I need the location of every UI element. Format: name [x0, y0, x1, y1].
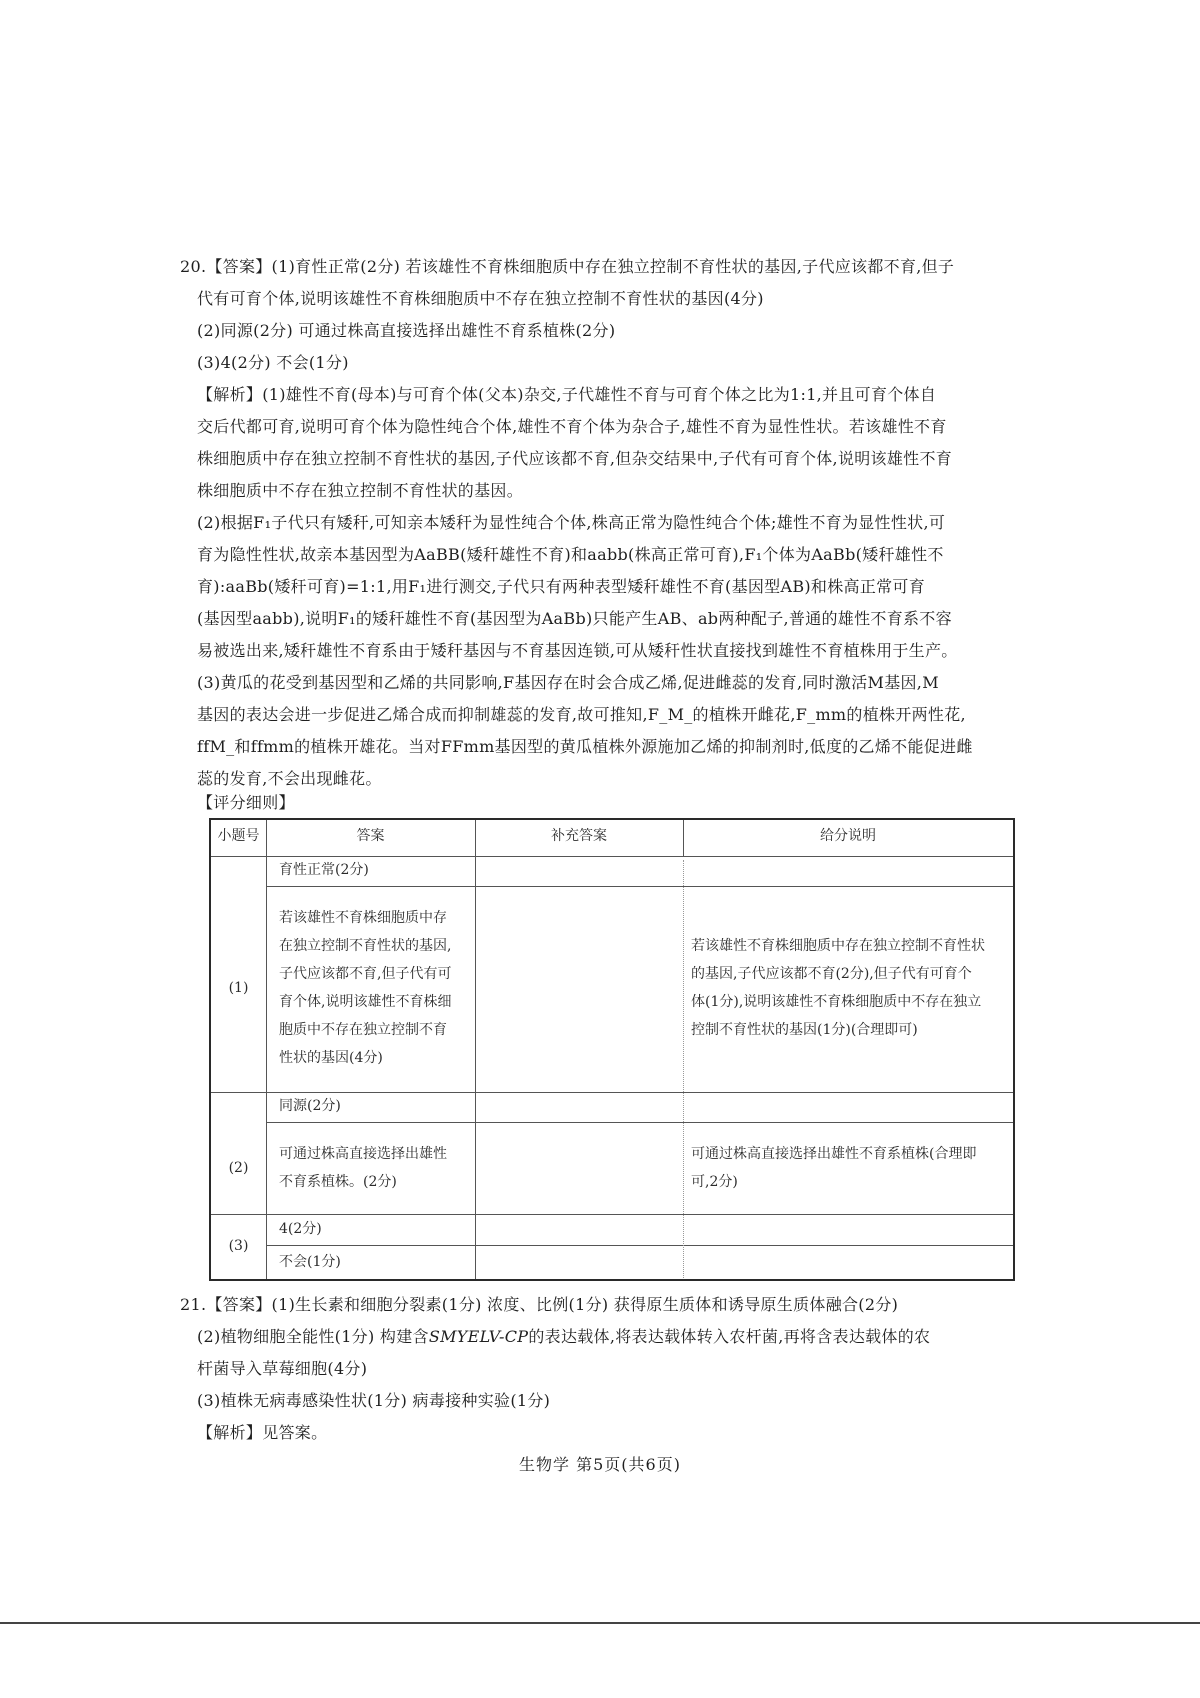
- row1-answer-b: 若该雄性不育株细胞质中存 在独立控制不育性状的基因, 子代应该都不育,但子代有可 育个体,说明该雄性不育株细 胞质中不存在独立控制不育 性状的基因(4分): [279, 910, 452, 1066]
- header-answer: 答案: [356, 828, 385, 844]
- row1-answer-a: 育性正常(2分): [279, 862, 369, 878]
- row2-label: (2): [228, 1160, 249, 1176]
- row2-notes: 可通过株高直接选择出雄性不育系植株(合理即 可,2分): [691, 1146, 977, 1190]
- q21-answer-line-1: 21.【答案】(1)生长素和细胞分裂素(1分) 浓度、比例(1分) 获得原生质体和诱导原生质体融合(2分): [180, 1295, 899, 1314]
- q20-analysis-6: 育为隐性性状,故亲本基因型为AaBB(矮秆雄性不育)和aabb(株高正常可育),F₁个体为AaBb(矮秆雄性不: [197, 545, 944, 564]
- header-question-no: 小题号: [217, 828, 260, 844]
- q20-analysis-7: 育):aaBb(矮秆可育)=1:1,用F₁进行测交,子代只有两种表型矮秆雄性不育(基因型AB)和株高正常可育: [197, 577, 926, 596]
- scoring-rules-heading: 【评分细则】: [197, 793, 295, 812]
- q20-analysis-5: (2)根据F₁子代只有矮秆,可知亲本矮秆为显性纯合个体,株高正常为隐性纯合个体;雄性不育为显性性状,可: [197, 513, 946, 532]
- q20-answer-line-1: 20.【答案】(1)育性正常(2分) 若该雄性不育株细胞质中存在独立控制不育性状的基因,子代应该都不育,但子: [180, 257, 955, 276]
- row1-label: (1): [228, 980, 249, 996]
- q20-analysis-11: 基因的表达会进一步促进乙烯合成而抑制雄蕊的发育,故可推知,F_M_的植株开雌花,F_mm的植株开两性花,: [197, 705, 966, 724]
- row3-answer-b: 不会(1分): [279, 1254, 341, 1270]
- q20-analysis-1: 【解析】(1)雄性不育(母本)与可育个体(父本)杂交,子代雄性不育与可育个体之比为1:1,并且可育个体自: [197, 385, 937, 404]
- q20-analysis-4: 株细胞质中不存在独立控制不育性状的基因。: [197, 481, 524, 500]
- bottom-rule: [0, 1622, 1200, 1624]
- row3-answer-a: 4(2分): [279, 1221, 322, 1237]
- q20-analysis-13: 蕊的发育,不会出现雌花。: [197, 769, 382, 788]
- q20-answer-part2: (2)同源(2分) 可通过株高直接选择出雄性不育系植株(2分): [197, 321, 616, 340]
- scoring-table: [209, 818, 1015, 1281]
- row1-notes: 若该雄性不育株细胞质中存在独立控制不育性状 的基因,子代应该都不育(2分),但子代有可育个 体(1分),说明该雄性不育株细胞质中不存在独立 控制不育性状的基因(1分)(合理即可): [691, 938, 985, 1038]
- row2-answer-b: 可通过株高直接选择出雄性 不育系植株。(2分): [279, 1146, 447, 1190]
- row2-answer-a: 同源(2分): [279, 1098, 341, 1114]
- q21-answer-line-2: (2)植物细胞全能性(1分) 构建含SMYELV-CP的表达载体,将表达载体转入农杆菌,再将含表达载体的农: [197, 1327, 931, 1346]
- header-supplementary-answer: 补充答案: [551, 828, 607, 844]
- q20-analysis-8: (基因型aabb),说明F₁的矮秆雄性不育(基因型为AaBb)只能产生AB、ab两种配子,普通的雄性不育系不容: [197, 609, 952, 628]
- q20-analysis-2: 交后代都可育,说明可育个体为隐性纯合个体,雄性不育个体为杂合子,雄性不育为显性性状。若该雄性不育: [197, 417, 947, 436]
- q20-answer-line-2: 代有可育个体,说明该雄性不育株细胞质中不存在独立控制不育性状的基因(4分): [197, 289, 764, 308]
- page-footer: 生物学 第5页(共6页): [519, 1455, 681, 1474]
- row3-label: (3): [228, 1238, 249, 1254]
- q21-answer-line-3: 杆菌导入草莓细胞(4分): [197, 1359, 368, 1378]
- q20-analysis-12: ffM_和ffmm的植株开雄花。当对FFmm基因型的黄瓜植株外源施加乙烯的抑制剂时,低度的乙烯不能促进雌: [197, 737, 973, 756]
- q20-analysis-3: 株细胞质中存在独立控制不育性状的基因,子代应该都不育,但杂交结果中,子代有可育个体,说明该雄性不育: [197, 449, 953, 468]
- q21-analysis: 【解析】见答案。: [197, 1423, 328, 1442]
- q20-analysis-10: (3)黄瓜的花受到基因型和乙烯的共同影响,F基因存在时会合成乙烯,促进雌蕊的发育,同时激活M基因,M: [197, 673, 939, 692]
- q21-answer-line-4: (3)植株无病毒感染性状(1分) 病毒接种实验(1分): [197, 1391, 551, 1410]
- header-scoring-notes: 给分说明: [820, 828, 876, 844]
- q20-analysis-9: 易被选出来,矮秆雄性不育系由于矮秆基因与不育基因连锁,可从矮秆性状直接找到雄性不育植株用于生产。: [197, 641, 958, 660]
- q20-answer-part3: (3)4(2分) 不会(1分): [197, 353, 349, 372]
